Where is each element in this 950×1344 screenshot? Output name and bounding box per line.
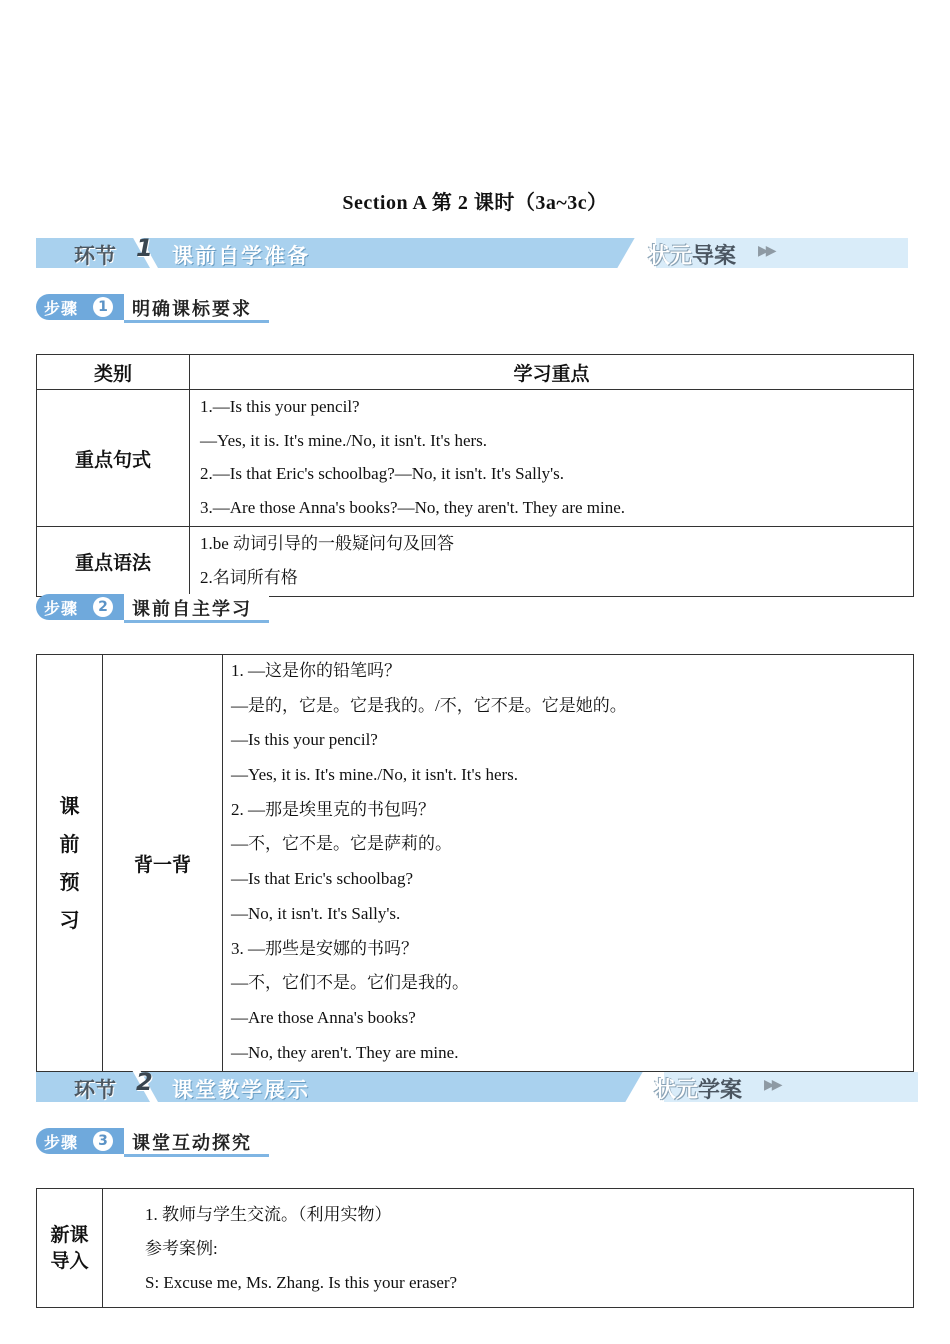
step-badge: 步骤 3 (36, 1128, 124, 1154)
page-title: Section A 第 2 课时（3a~3c） (342, 192, 608, 214)
content-line: —No, it isn't. It's Sally's. (231, 903, 401, 923)
content-line: —No, they aren't. They are mine. (231, 1042, 459, 1062)
section-banner-2 (36, 1068, 918, 1103)
intro-content (103, 1189, 914, 1308)
banner-number: 1 (136, 234, 153, 262)
banner-text: 课前自学准备 (172, 244, 310, 268)
step-title: 明确课标要求 (132, 299, 252, 320)
banner-label: 环节 (74, 1078, 116, 1102)
double-arrow-icon: ▶▶ (764, 1077, 780, 1093)
table-header: 学习重点 (190, 355, 914, 390)
content-line: 2. —那是埃里克的书包吗？ (231, 799, 435, 819)
content-line: 2.名词所有格 (200, 567, 298, 587)
step-number-icon: 2 (93, 597, 113, 617)
content-line: 2.—Is that Eric's schoolbag?—No, it isn't. It's Sally's. (200, 464, 565, 483)
preview-table (36, 654, 914, 1072)
recite-content (223, 655, 914, 1072)
preview-label: 课 前 预 习 (37, 655, 103, 1072)
lesson-intro-table (36, 1188, 914, 1308)
section-banner-1 (36, 234, 908, 269)
banner-right-label: 状元导案 (648, 244, 737, 269)
step-badge: 步骤 1 (36, 294, 124, 320)
content-line: —是的，它是。它是我的。/不，它不是。它是她的。 (231, 695, 627, 715)
content-line: —Yes, it is. It's mine./No, it isn't. It's hers. (200, 430, 488, 450)
banner-number: 2 (136, 1068, 153, 1096)
step-number-icon: 3 (93, 1131, 113, 1151)
content-line: 1. —这是你的铅笔吗？ (231, 661, 401, 680)
intro-label: 新课 导入 (37, 1189, 103, 1308)
banner-right-label: 状元学案 (654, 1078, 743, 1103)
content-line: S: Excuse me, Ms. Zhang. Is this your eraser? (145, 1273, 458, 1292)
content-line: 1. 教师与学生交流。（利用实物） (145, 1205, 392, 1224)
content-line: 1.—Is this your pencil? (200, 397, 360, 416)
content-line: 参考案例: (145, 1239, 218, 1258)
content-line: —Are those Anna's books? (231, 1007, 416, 1027)
content-line: —Is this your pencil? (231, 730, 378, 750)
content-line: —不，它不是。它是萨莉的。 (231, 834, 452, 854)
row-label: 重点句式 (37, 390, 190, 527)
step-title: 课堂互动探究 (132, 1133, 252, 1154)
banner-label: 环节 (74, 244, 116, 268)
content-line: —Yes, it is. It's mine./No, it isn't. It's hers. (231, 765, 519, 785)
row-label: 重点语法 (37, 527, 190, 597)
content-line: —不，它们不是。它们是我的。 (231, 973, 469, 993)
step-title: 课前自主学习 (132, 599, 252, 620)
content-line: 3.—Are those Anna's books?—No, they aren't. They are mine. (200, 497, 626, 517)
content-line: 3. —那些是安娜的书吗？ (231, 938, 418, 958)
double-arrow-icon: ▶▶ (758, 243, 774, 259)
row-content (190, 390, 914, 527)
content-line: —Is that Eric's schoolbag? (231, 869, 413, 889)
step-badge: 步骤 2 (36, 594, 124, 620)
table-header: 类别 (37, 355, 190, 390)
focus-table (36, 354, 914, 597)
content-line: 1.be 动词引导的一般疑问句及回答 (200, 534, 455, 553)
row-content (190, 527, 914, 597)
recite-label: 背一背 (103, 655, 223, 1072)
step-number-icon: 1 (93, 297, 113, 317)
banner-text: 课堂教学展示 (172, 1078, 310, 1102)
